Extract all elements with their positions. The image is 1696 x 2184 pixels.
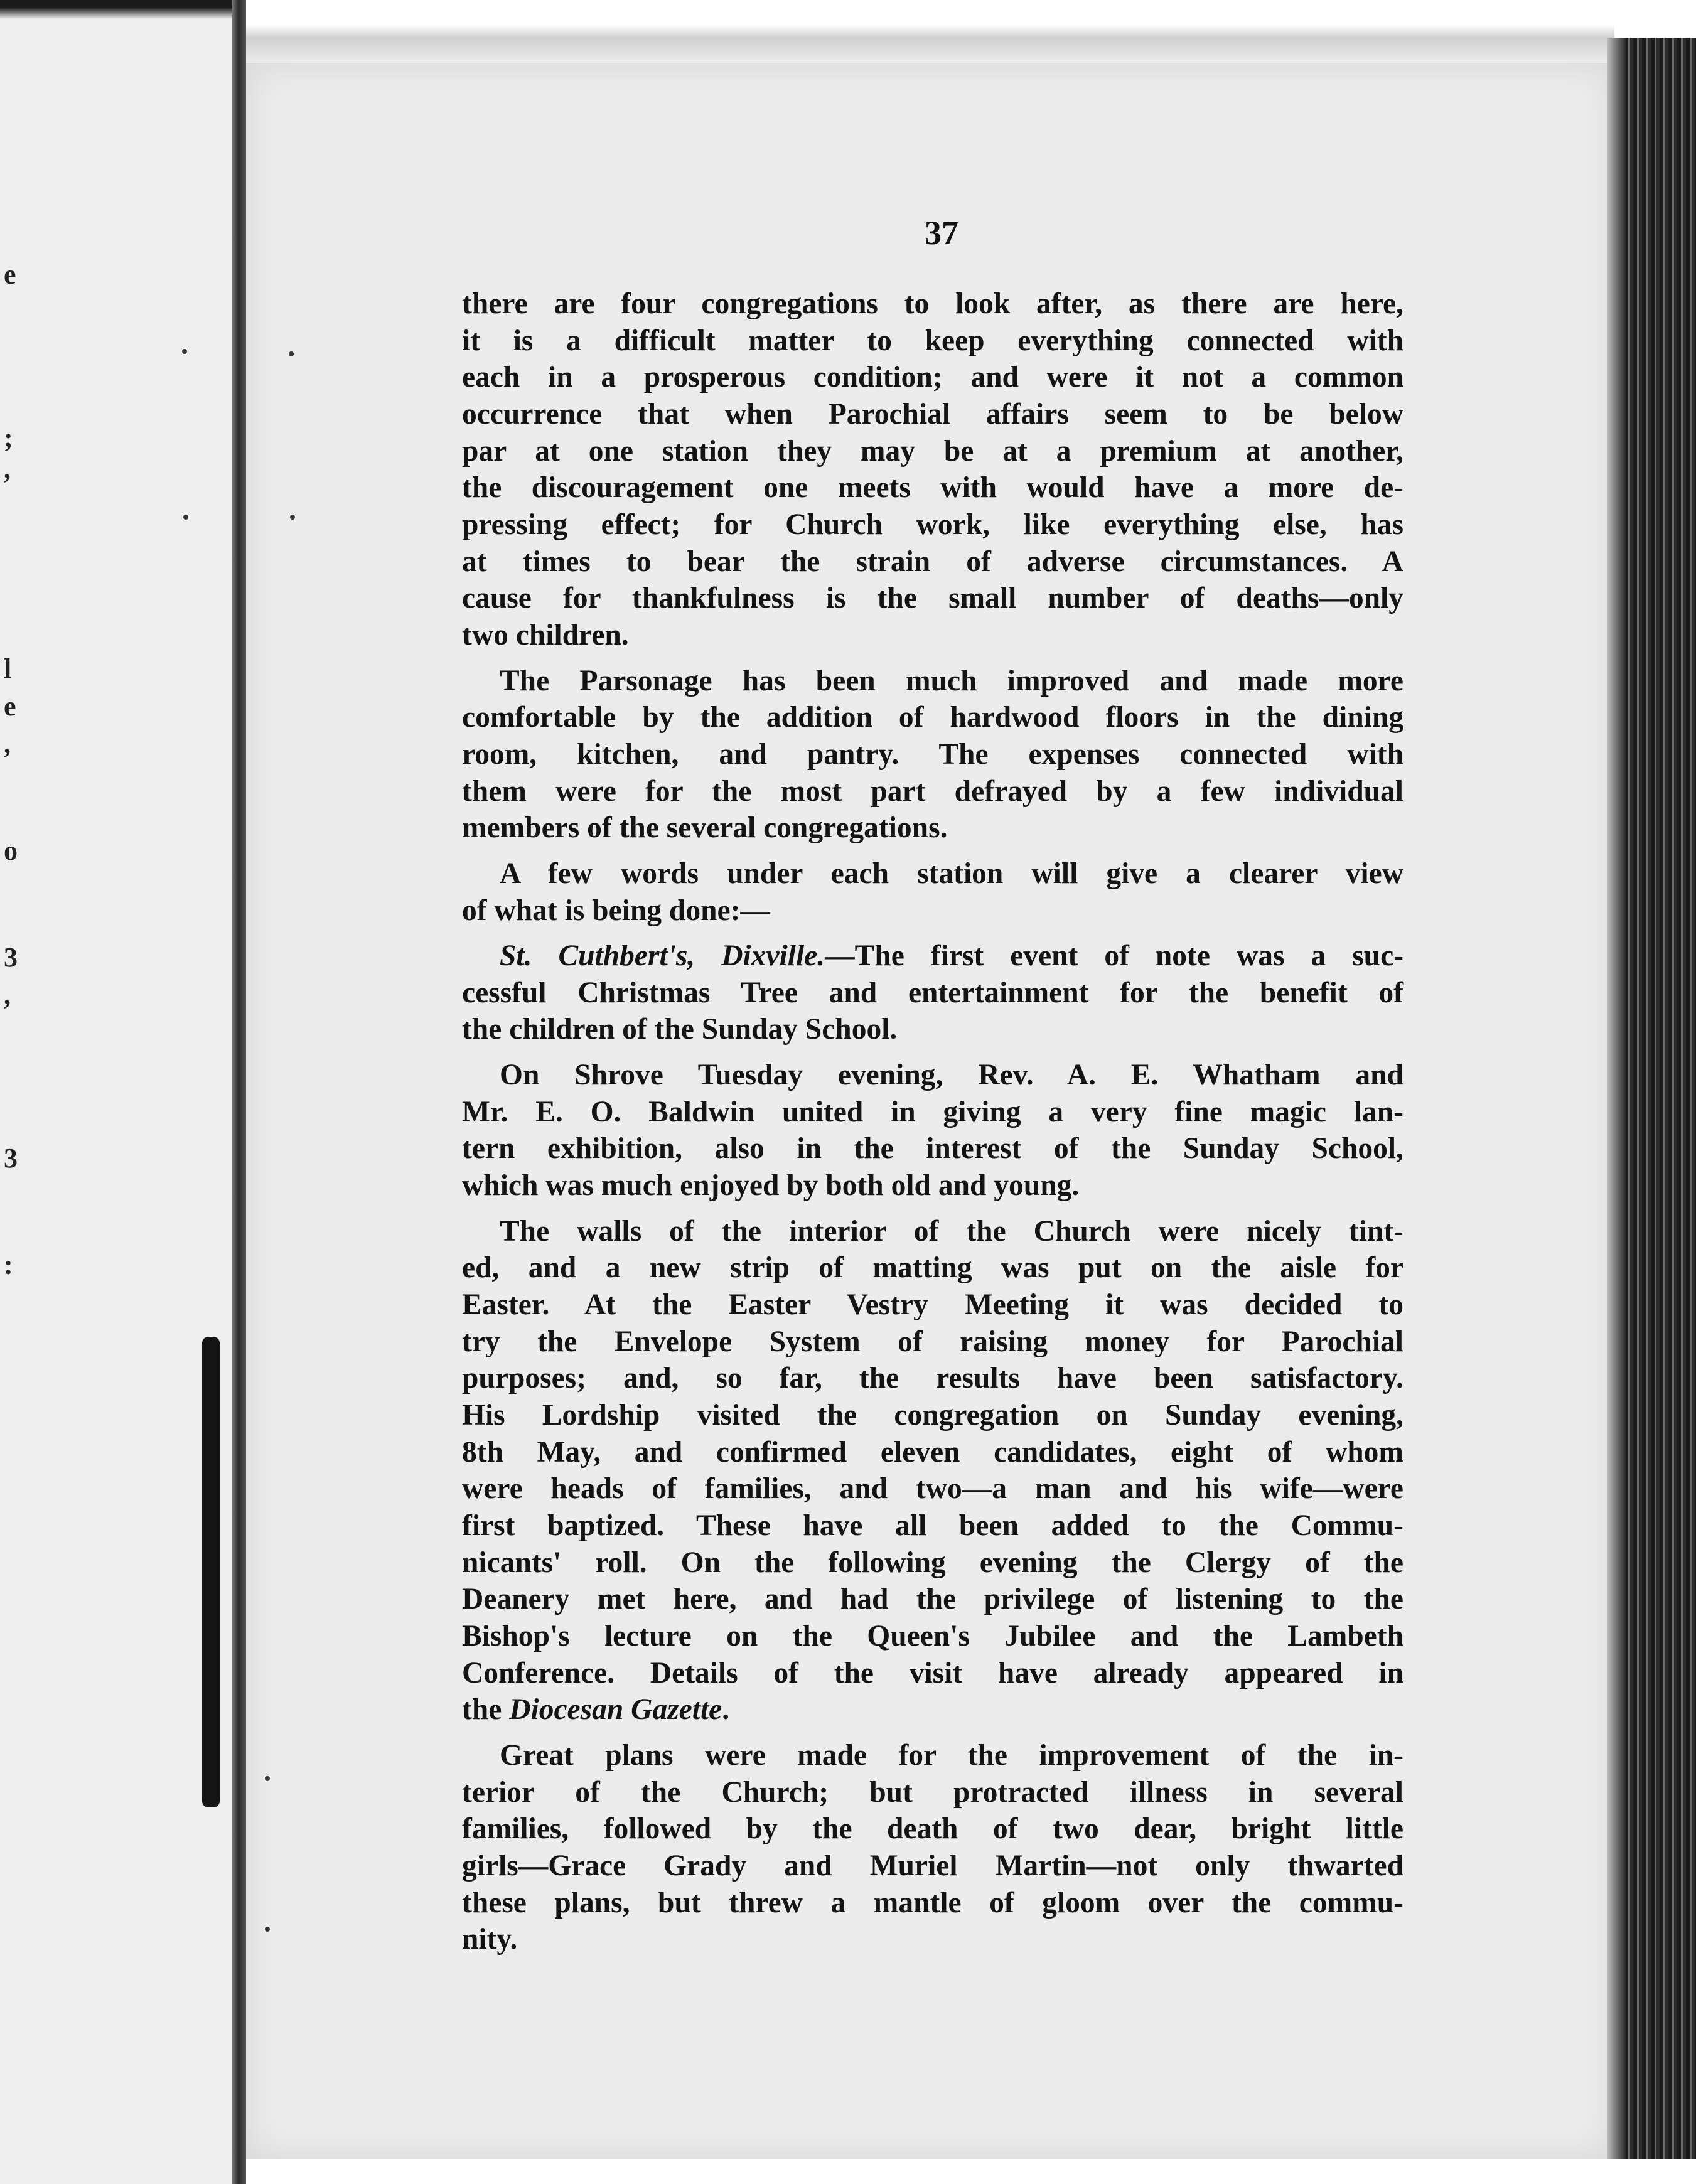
text-line: cause for thankfulness is the small number of deaths—only (462, 582, 1403, 615)
text-line: room, kitchen, and pantry. The expenses connected with (462, 737, 1403, 771)
text-line: the children of the Sunday School. (462, 1013, 898, 1046)
margin-mark (289, 351, 294, 356)
left-page-fragment: 3 (4, 942, 18, 973)
left-page-fragment: , (4, 980, 11, 1010)
left-page-fragment: : (4, 1250, 13, 1280)
paragraph (462, 1057, 1403, 1204)
text-line: His Lordship visited the congregation on Sunday evening, (462, 1399, 1403, 1432)
text-line: first baptized. These have all been added to the Commu- (462, 1509, 1403, 1542)
text-run: . (722, 1693, 730, 1726)
text-run: the (462, 1693, 510, 1726)
margin-mark (290, 515, 295, 520)
paragraph (462, 1213, 1403, 1728)
text-line: On Shrove Tuesday evening, Rev. A. E. Whatham and (500, 1059, 1403, 1092)
publication-title: Diocesan Gazette (509, 1693, 722, 1726)
text-line: pressing effect; for Church work, like everything else, has (462, 508, 1403, 541)
text-line: purposes; and, so far, the results have been satisfactory. (462, 1362, 1403, 1395)
text-line: at times to bear the strain of adverse circumstances. A (462, 545, 1403, 578)
text-line: families, followed by the death of two dear, bright little (462, 1812, 1403, 1846)
paragraph (462, 663, 1403, 847)
text-line: there are four congregations to look after, as there are here, (462, 287, 1403, 320)
text-line: members of the several congregations. (462, 811, 948, 845)
text-line: these plans, but threw a mantle of gloom over the commu- (462, 1886, 1403, 1919)
text-line: it is a difficult matter to keep everything connected with (462, 324, 1403, 357)
text-line: Bishop's lecture on the Queen's Jubilee and the Lambeth (462, 1619, 1403, 1652)
text-line (462, 938, 1403, 975)
left-page-fragment: e (4, 259, 16, 290)
text-line: two children. (462, 618, 629, 651)
left-page-fragment: l (4, 653, 12, 684)
text-line: ed, and a new strip of matting was put on the aisle for (462, 1251, 1403, 1285)
text-line: tern exhibition, also in the interest of the Sunday School, (462, 1132, 1403, 1165)
page-edges (1607, 38, 1696, 2159)
body-text (462, 286, 1403, 1967)
margin-mark (265, 1927, 270, 1932)
left-page-fragment: , (4, 454, 11, 484)
text-line: A few words under each station will give a clearer view (500, 857, 1403, 890)
book-gutter (232, 0, 246, 2184)
text-line: nity. (462, 1923, 518, 1956)
paragraph (462, 286, 1403, 654)
paragraph (462, 855, 1403, 929)
left-page-fragment: , (4, 729, 11, 759)
station-heading: St. Cuthbert's, Dixville. (500, 939, 825, 973)
page-number: 37 (925, 214, 958, 252)
left-page-fragment: ; (4, 422, 13, 453)
text-line: of what is being done:— (462, 894, 770, 927)
text-line: Easter. At the Easter Vestry Meeting it was decided to (462, 1288, 1403, 1322)
left-page-fragment: o (4, 835, 18, 866)
text-run: —The first event of note was a suc- (825, 939, 1403, 973)
text-line: them were for the most part defrayed by a few individual (462, 774, 1403, 808)
left-page-fragment: 3 (4, 1143, 18, 1174)
text-line: the discouragement one meets with would have a more de- (462, 471, 1403, 505)
text-line: 8th May, and confirmed eleven candidates, eight of whom (462, 1435, 1403, 1469)
text-line: cessful Christmas Tree and entertainment for the benefit of (462, 976, 1403, 1009)
margin-mark (183, 515, 188, 520)
text-line: Conference. Details of the visit have already appeared in (462, 1656, 1403, 1689)
text-line: which was much enjoyed by both old and young. (462, 1169, 1080, 1202)
text-line: were heads of families, and two—a man and his wife—were (462, 1472, 1403, 1506)
margin-mark (182, 349, 187, 354)
text-line: terior of the Church; but protracted illness in several (462, 1775, 1403, 1809)
text-line: The Parsonage has been much improved and made more (500, 664, 1403, 697)
text-line: try the Envelope System of raising money for Parochial (462, 1325, 1403, 1358)
paragraph (462, 1737, 1403, 1958)
left-facing-page (0, 0, 232, 2184)
text-line: girls—Grace Grady and Muriel Martin—not only thwarted (462, 1849, 1403, 1882)
text-line: par at one station they may be at a premium at another, (462, 434, 1403, 468)
binding-tape (202, 1337, 220, 1807)
left-page-fragment: e (4, 691, 16, 722)
text-line: each in a prosperous condition; and were it not a common (462, 361, 1403, 394)
text-line: The walls of the interior of the Church were nicely tint- (500, 1214, 1403, 1248)
text-line: Great plans were made for the improvement of the in- (500, 1738, 1403, 1772)
margin-mark (265, 1776, 270, 1781)
text-line: occurrence that when Parochial affairs seem to be below (462, 397, 1403, 431)
text-line: Deanery met here, and had the privilege of listening to the (462, 1583, 1403, 1616)
text-line (462, 1691, 1403, 1728)
text-line: nicants' roll. On the following evening the Clergy of the (462, 1546, 1403, 1579)
paragraph (462, 938, 1403, 1048)
text-line: comfortable by the addition of hardwood floors in the dining (462, 701, 1403, 734)
text-line: Mr. E. O. Baldwin united in giving a very fine magic lan- (462, 1095, 1403, 1128)
